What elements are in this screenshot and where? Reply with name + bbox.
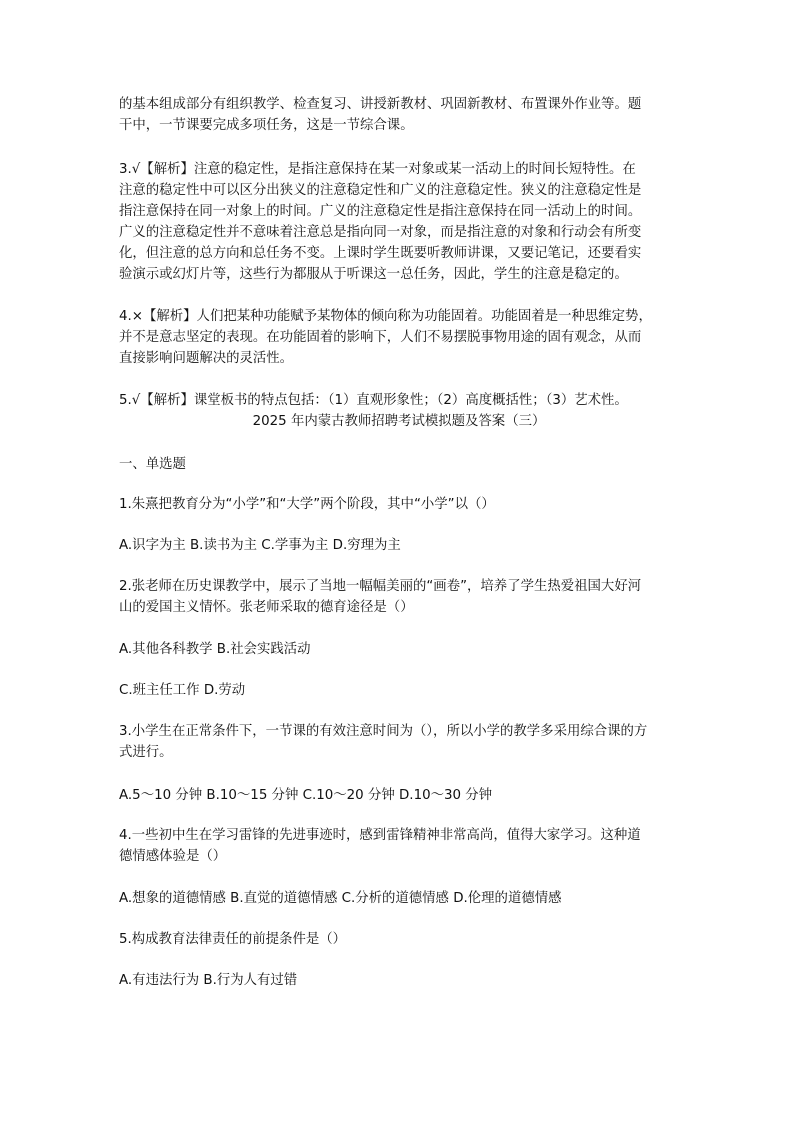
question-5-stem [119,929,679,950]
text-line: C.班主任工作 D.劳动 [119,683,246,698]
text-line: A.识字为主 B.读书为主 C.学事为主 D.穷理为主 [119,538,401,553]
intro-paragraph [119,94,679,136]
text-line: 广义的注意稳定性并不意味着注意总是指向同一对象，而是指注意的对象和行动会有所变 [119,225,642,240]
question-1-options [119,535,679,556]
question-3-stem [119,721,679,763]
text-line: 4.×【解析】人们把某种功能赋予某物体的倾向称为功能固着。功能固着是一种思维定势， [119,309,652,324]
exam-title: 2025 年内蒙古教师招聘考试模拟题及答案（三） [252,414,546,429]
text-line: 4.一些初中生在学习雷锋的先进事迹时，感到雷锋精神非常高尚，值得大家学习。这种道 [119,828,641,843]
text-line: A.5～10 分钟 B.10～15 分钟 C.10～20 分钟 D.10～30 分钟 [119,788,493,803]
text-line: 5.√【解析】课堂板书的特点包括：（1）直观形象性；（2）高度概括性；（3）艺术性。 [119,393,628,408]
text-line: 德情感体验是（） [119,849,227,864]
text-line: 5.构成教育法律责任的前提条件是（） [119,932,347,947]
text-line: 2.张老师在历史课教学中，展示了当地一幅幅美丽的“画卷”，培养了学生热爱祖国大好河 [119,579,642,594]
text-line: 1.朱熹把教育分为“小学”和“大学”两个阶段，其中“小学”以（） [119,497,495,512]
text-line: A.想象的道德情感 B.直觉的道德情感 C.分析的道德情感 D.伦理的道德情感 [119,891,562,906]
text-line: 式进行。 [119,745,173,760]
text-line: 指注意保持在同一对象上的时间。广义的注意稳定性是指注意保持在同一活动上的时间。 [119,204,642,219]
text-line: 的基本组成部分有组织教学、检查复习、讲授新教材、巩固新教材、布置课外作业等。题 [119,97,642,112]
text-line: 验演示或幻灯片等，这些行为都服从于听课这一总任务，因此，学生的注意是稳定的。 [119,267,628,282]
text-line: A.其他各科教学 B.社会实践活动 [119,642,311,657]
text-line: 3.√【解析】注意的稳定性，是指注意保持在某一对象或某一活动上的时间长短特性。在 [119,162,636,177]
question-4-stem [119,825,679,867]
section-heading: 一、单选题 [119,457,186,472]
answer-5-paragraph [119,390,679,411]
text-line: 3.小学生在正常条件下，一节课的有效注意时间为（），所以小学的教学多采用综合课的方 [119,724,648,739]
question-5-options [119,970,679,991]
question-2-options-c-d [119,680,679,701]
question-2-stem [119,576,679,618]
text-line: 并不是意志坚定的表现。在功能固着的影响下，人们不易摆脱事物用途的固有观念，从而 [119,330,642,345]
question-2-options-a-b [119,639,679,660]
question-3-options [119,785,679,806]
text-line: 山的爱国主义情怀。张老师采取的德育途径是（） [119,600,414,615]
text-line: 化，但注意的总方向和总任务不变。上课时学生既要听教师讲课，又要记笔记，还要看实 [119,246,642,261]
text-line: 注意的稳定性中可以区分出狭义的注意稳定性和广义的注意稳定性。狭义的注意稳定性是 [119,183,642,198]
text-line: 干中，一节课要完成多项任务，这是一节综合课。 [119,118,414,133]
text-line: 直接影响问题解决的灵活性。 [119,351,294,366]
answer-3-paragraph [119,159,679,285]
answer-4-paragraph [119,306,679,369]
text-line: A.有违法行为 B.行为人有过错 [119,973,298,988]
question-1-stem [119,494,679,515]
question-4-options [119,888,679,909]
